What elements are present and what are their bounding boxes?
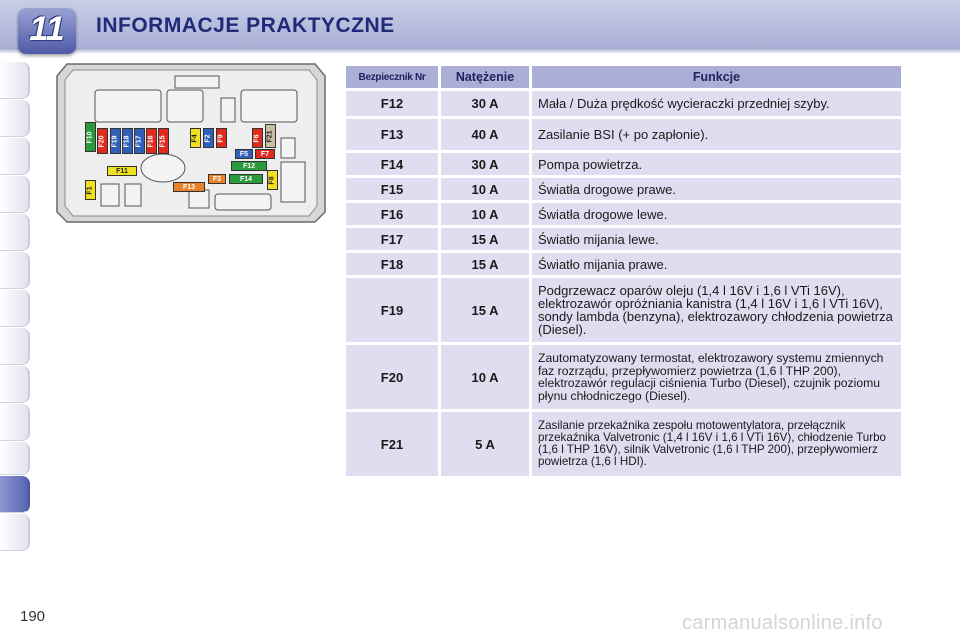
header-functions: Funkcje — [532, 66, 901, 88]
fuse-f14: F14 — [229, 174, 263, 184]
fuse-number: F17 — [346, 228, 438, 250]
table-row — [346, 153, 901, 175]
chapter-tab-spacer[interactable] — [0, 442, 30, 475]
fuse-f4: F4 — [190, 128, 201, 148]
fuse-f20: F20 — [97, 128, 108, 154]
fuse-number: F18 — [346, 253, 438, 275]
fuse-table — [343, 63, 904, 479]
fuse-function: Światła drogowe prawe. — [532, 178, 901, 200]
fuse-f2: F2 — [203, 128, 214, 148]
fuse-number: F19 — [346, 278, 438, 342]
chapter-tab-9[interactable] — [0, 366, 30, 403]
chapter-tabs — [0, 62, 32, 578]
header-shadow — [0, 48, 960, 54]
fuse-f1: F1 — [85, 180, 96, 200]
chapter-tab-12[interactable] — [0, 514, 30, 551]
fuse-f9: F9 — [216, 128, 227, 148]
fuse-box-diagram — [55, 62, 327, 224]
fuse-function: Zasilanie BSI (+ po zapłonie). — [532, 119, 901, 150]
fuse-f10: F10 — [85, 122, 96, 152]
fuse-f18: F18 — [122, 128, 133, 154]
watermark: carmanualsonline.info — [682, 612, 883, 634]
fuse-f21: F21 — [265, 124, 276, 148]
fuse-number: F21 — [346, 412, 438, 476]
fuse-f7: F7 — [255, 149, 275, 159]
fuse-function: Pompa powietrza. — [532, 153, 901, 175]
header-fuse-number: Bezpiecznik Nr — [346, 66, 438, 88]
chapter-tab-11[interactable] — [0, 476, 30, 513]
fuse-amperage: 10 A — [441, 345, 529, 409]
table-row — [346, 228, 901, 250]
table-row — [346, 119, 901, 150]
table-row — [346, 253, 901, 275]
fuse-amperage: 15 A — [441, 278, 529, 342]
fuse-number: F13 — [346, 119, 438, 150]
chapter-tab-3[interactable] — [0, 138, 30, 175]
fuse-amperage: 5 A — [441, 412, 529, 476]
chapter-number: 11 — [29, 10, 65, 48]
fuse-amperage: 30 A — [441, 153, 529, 175]
fuse-amperage: 30 A — [441, 91, 529, 116]
table-row — [346, 345, 901, 409]
fuse-amperage: 15 A — [441, 253, 529, 275]
fuse-number: F15 — [346, 178, 438, 200]
chapter-tab-1[interactable] — [0, 62, 30, 99]
fuse-number: F14 — [346, 153, 438, 175]
fuse-amperage: 15 A — [441, 228, 529, 250]
chapter-tab-5[interactable] — [0, 214, 30, 251]
fuse-function: Mała / Duża prędkość wycieraczki przedniej szyby. — [532, 91, 901, 116]
fuse-f17: F17 — [134, 128, 145, 154]
fuse-f15: F15 — [158, 128, 169, 154]
fuse-function: Zasilanie przekaźnika zespołu motowentylatora, przełącznik przekaźnika Valvetronic (1,4 l 16V i 1,6 l VTi 16V), chłodzenie Turbo (1,6 l THP 16V), silnik Valvetronic (1,6 l THP 200), przepływomierz powietrza (1,6 l HDI). — [532, 412, 901, 476]
chapter-tab-7[interactable] — [0, 290, 30, 327]
page-number: 190 — [20, 608, 46, 625]
fuse-function: Światła drogowe lewe. — [532, 203, 901, 225]
chapter-tab-8[interactable] — [0, 328, 30, 365]
table-row — [346, 91, 901, 116]
table-row — [346, 278, 901, 342]
fuse-number: F20 — [346, 345, 438, 409]
fuse-f12: F12 — [231, 161, 267, 171]
table-row — [346, 412, 901, 476]
fuse-function: Światło mijania lewe. — [532, 228, 901, 250]
chapter-badge — [18, 8, 76, 54]
fuse-f6: F6 — [252, 128, 263, 148]
table-header-row — [346, 66, 901, 88]
table-row — [346, 178, 901, 200]
fuse-f3: F3 — [208, 174, 226, 184]
chapter-tab-4[interactable] — [0, 176, 30, 213]
fuse-number: F16 — [346, 203, 438, 225]
chapter-tab-10[interactable] — [0, 404, 30, 441]
fuse-f13: F13 — [173, 182, 205, 192]
table-row — [346, 203, 901, 225]
fuse-f19: F19 — [110, 128, 121, 154]
fuse-f16: F16 — [146, 128, 157, 154]
fuse-function: Podgrzewacz oparów oleju (1,4 l 16V i 1,6 l VTi 16V), elektrozawór opróżniania kanistra (1,4 l 16V i 1,6 l VTi 16V), sondy lambda (benzyna), elektrozawory chłodzenia powietrza (Diesel). — [532, 278, 901, 342]
header-amperage: Natężenie — [441, 66, 529, 88]
fuse-f5: F5 — [235, 149, 253, 159]
fuse-f8: F8 — [267, 170, 278, 190]
fuse-amperage: 40 A — [441, 119, 529, 150]
fuse-amperage: 10 A — [441, 203, 529, 225]
fuse-function: Zautomatyzowany termostat, elektrozawory systemu zmiennych faz rozrządu, przepływomierz powietrza (1,6 l THP 200), elektrozawór regulacji ciśnienia Turbo (Diesel), czujnik poziomu płynu chłodniczego (Diesel). — [532, 345, 901, 409]
fuse-function: Światło mijania prawe. — [532, 253, 901, 275]
chapter-tab-6[interactable] — [0, 252, 30, 289]
chapter-tab-2[interactable] — [0, 100, 30, 137]
fuse-f11: F11 — [107, 166, 137, 176]
page-title: INFORMACJE PRAKTYCZNE — [96, 14, 395, 37]
fuse-amperage: 10 A — [441, 178, 529, 200]
fuse-number: F12 — [346, 91, 438, 116]
